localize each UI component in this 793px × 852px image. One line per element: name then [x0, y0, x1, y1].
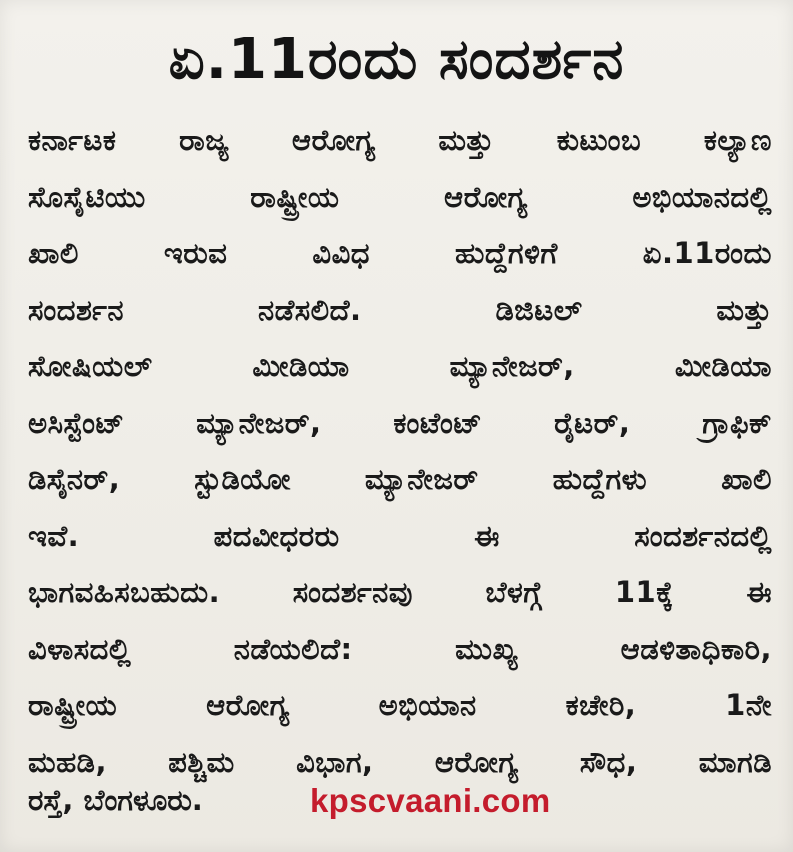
site-watermark: kpscvaani.com: [310, 782, 551, 819]
article-line-3: ಖಾಲಿ ಇರುವ ವಿವಿಧ ಹುದ್ದೆಗಳಿಗೆ ಏ.11ರಂದು: [28, 236, 772, 270]
article-line-5: ಸೋಷಿಯಲ್ ಮೀಡಿಯಾ ಮ್ಯಾನೇಜರ್, ಮೀಡಿಯಾ: [28, 349, 772, 383]
article-line-13: ರಸ್ತೆ, ಬೆಂಗಳೂರು.: [28, 783, 203, 817]
article-line-1: ಕರ್ನಾಟಕ ರಾಜ್ಯ ಆರೋಗ್ಯ ಮತ್ತು ಕುಟುಂಬ ಕಲ್ಯಾಣ: [28, 123, 772, 157]
article-line-6: ಅಸಿಸ್ಟೆಂಟ್ ಮ್ಯಾನೇಜರ್, ಕಂಟೆಂಟ್ ರೈಟರ್, ಗ್ರಾಫಿಕ್: [28, 405, 772, 440]
article-line-2: ಸೊಸೈಟಿಯು ರಾಷ್ಟ್ರೀಯ ಆರೋಗ್ಯ ಅಭಿಯಾನದಲ್ಲಿ: [28, 179, 772, 214]
article-line-9: ಭಾಗವಹಿಸಬಹುದು. ಸಂದರ್ಶನವು ಬೆಳಗ್ಗೆ 11ಕ್ಕೆ ಈ: [28, 575, 772, 609]
article-line-12: ಮಹಡಿ, ಪಶ್ಚಿಮ ವಿಭಾಗ, ಆರೋಗ್ಯ ಸೌಧ, ಮಾಗಡಿ: [28, 744, 772, 779]
article-line-7: ಡಿಸೈನರ್, ಸ್ಟುಡಿಯೋ ಮ್ಯಾನೇಜರ್ ಹುದ್ದೆಗಳು ಖಾಲಿ: [28, 462, 772, 496]
article-headline: ಏ.11ರಂದು ಸಂದರ್ಶನ: [168, 27, 625, 92]
article-line-11: ರಾಷ್ಟ್ರೀಯ ಆರೋಗ್ಯ ಅಭಿಯಾನ ಕಚೇರಿ, 1ನೇ: [28, 688, 772, 722]
article-body: [28, 112, 772, 790]
article-line-4: ಸಂದರ್ಶನ ನಡೆಸಲಿದೆ. ಡಿಜಿಟಲ್ ಮತ್ತು: [28, 292, 772, 327]
article-line-8: ಇವೆ. ಪದವೀಧರರು ಈ ಸಂದರ್ಶನದಲ್ಲಿ: [28, 518, 772, 553]
article-line-10: ವಿಳಾಸದಲ್ಲಿ ನಡೆಯಲಿದೆ: ಮುಖ್ಯ ಆಡಳಿತಾಧಿಕಾರಿ,: [28, 631, 772, 666]
